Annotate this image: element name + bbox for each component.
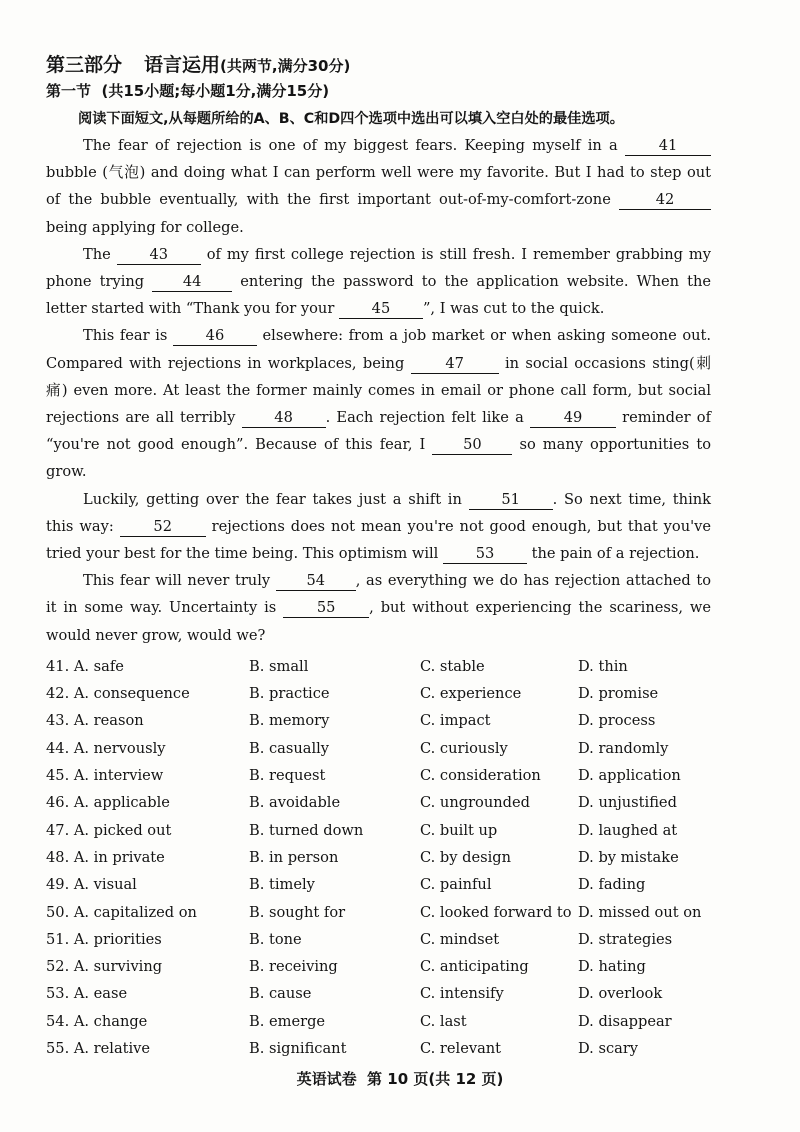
option-a: 48. A. in private: [46, 848, 165, 866]
text: bubble (气泡) and doing what I can perform well were my favorite. But I had to step out of the bubble eventually, with the first important out-of-my-comfort-zone: [46, 164, 711, 209]
option-c: C. stable: [420, 657, 485, 675]
blank-42: 42: [619, 191, 711, 210]
text: , as everything we do has rejection attached to it in some way. Uncertainty is: [46, 572, 711, 617]
option-b: B. casually: [249, 739, 330, 757]
footer-page-number: 第 10 页(共 12 页): [367, 1070, 504, 1088]
text: rejections does not mean you're not good enough, but that you've tried your best for the time being. This optimism will: [46, 517, 711, 563]
option-b: B. cause: [249, 985, 312, 1003]
option-row-46: [46, 789, 711, 816]
option-a: 50. A. capitalized on: [46, 903, 197, 921]
blank-44: 44: [152, 273, 232, 292]
option-a: 42. A. consequence: [46, 685, 190, 703]
paragraph-4: [46, 486, 711, 568]
text: . Each rejection felt like a: [325, 409, 530, 427]
option-b: B. receiving: [249, 958, 338, 976]
option-d: D. laughed at: [578, 821, 678, 839]
blank-45: 45: [339, 300, 423, 319]
option-row-51: [46, 926, 711, 953]
option-c: C. looked forward to: [420, 903, 572, 921]
option-d: D. scary: [578, 1040, 639, 1058]
blank-53: 53: [443, 545, 527, 564]
blank-46: 46: [173, 327, 257, 346]
option-d: D. randomly: [578, 739, 669, 757]
option-a: 52. A. surviving: [46, 958, 163, 976]
option-a: 54. A. change: [46, 1012, 148, 1030]
exam-page: [46, 52, 711, 1062]
option-b: B. in person: [249, 848, 339, 866]
text: entering the password to the application website. When the letter started with “Thank you for your: [46, 273, 711, 318]
page-footer: [0, 1068, 800, 1089]
instructions: 阅读下面短文,从每题所给的A、B、C和D四个选项中选出可以填入空白处的最佳选项。: [78, 111, 624, 127]
paragraph-5: [46, 567, 711, 649]
text: This fear is: [83, 327, 173, 345]
part-heading: [46, 52, 711, 79]
blank-47: 47: [411, 355, 499, 374]
option-a: 44. A. nervously: [46, 739, 166, 757]
option-d: D. strategies: [578, 930, 673, 948]
option-a: 43. A. reason: [46, 712, 144, 730]
options-list: [46, 653, 711, 1062]
option-b: B. small: [249, 657, 309, 675]
option-a: 41. A. safe: [46, 657, 124, 675]
part-name: 语言运用: [144, 54, 221, 76]
option-c: C. curiously: [420, 739, 508, 757]
option-row-50: [46, 899, 711, 926]
option-row-54: [46, 1008, 711, 1035]
option-d: D. process: [578, 712, 656, 730]
option-b: B. request: [249, 767, 326, 785]
option-b: B. emerge: [249, 1012, 326, 1030]
option-d: D. hating: [578, 958, 646, 976]
option-row-44: [46, 735, 711, 762]
option-a: 51. A. priorities: [46, 930, 162, 948]
blank-49: 49: [530, 409, 616, 428]
option-b: B. tone: [249, 930, 302, 948]
option-row-48: [46, 844, 711, 871]
option-b: B. timely: [249, 876, 315, 894]
option-d: D. disappear: [578, 1012, 672, 1030]
option-a: 55. A. relative: [46, 1040, 151, 1058]
option-a: 53. A. ease: [46, 985, 128, 1003]
text: in social occasions sting(刺痛) even more. At least the former mainly comes in email or phone call form, but social rejections are all terribly: [46, 354, 711, 427]
part-note: (共两节,满分30分): [220, 57, 351, 75]
option-c: C. mindset: [420, 930, 500, 948]
footer-subject: 英语试卷: [296, 1070, 357, 1088]
option-row-43: [46, 707, 711, 734]
option-d: D. promise: [578, 685, 659, 703]
text: , but without experiencing the scariness, we would never grow, would we?: [46, 599, 711, 644]
option-row-55: [46, 1035, 711, 1062]
option-row-47: [46, 817, 711, 844]
option-c: C. consideration: [420, 767, 541, 785]
blank-51: 51: [469, 491, 553, 510]
blank-50: 50: [432, 436, 512, 455]
option-a: 47. A. picked out: [46, 821, 172, 839]
option-b: B. sought for: [249, 903, 346, 921]
text: reminder of “you're not good enough”. Because of this fear, I: [46, 409, 711, 454]
blank-41: 41: [625, 137, 711, 156]
blank-48: 48: [242, 409, 326, 428]
text: so many opportunities to grow.: [46, 436, 711, 481]
option-c: C. relevant: [420, 1040, 502, 1058]
text: the pain of a rejection.: [527, 545, 700, 563]
option-d: D. fading: [578, 876, 646, 894]
passage: [46, 132, 711, 649]
option-b: B. significant: [249, 1040, 347, 1058]
paragraph-1: [46, 132, 711, 241]
option-c: C. impact: [420, 712, 491, 730]
option-b: B. turned down: [249, 821, 364, 839]
paragraph-2: [46, 241, 711, 323]
option-a: 49. A. visual: [46, 876, 137, 894]
option-row-53: [46, 980, 711, 1007]
blank-54: 54: [276, 572, 356, 591]
option-d: D. overlook: [578, 985, 663, 1003]
option-row-49: [46, 871, 711, 898]
option-c: C. built up: [420, 821, 498, 839]
section-heading: [46, 79, 711, 103]
blank-55: 55: [283, 599, 369, 618]
blank-43: 43: [117, 246, 201, 265]
text: ”, I was cut to the quick.: [422, 300, 605, 318]
paragraph-3: [46, 322, 711, 485]
option-c: C. anticipating: [420, 958, 529, 976]
section-note: (共15小题;每小题1分,满分15分): [101, 82, 330, 100]
part-title: 第三部分: [46, 54, 123, 76]
text: . So next time, think this way:: [46, 490, 711, 535]
text: The fear of rejection is one of my biggest fears. Keeping myself in a: [83, 137, 625, 154]
option-a: 46. A. applicable: [46, 794, 170, 812]
option-c: C. intensify: [420, 985, 504, 1003]
option-row-45: [46, 762, 711, 789]
option-row-52: [46, 953, 711, 980]
option-a: 45. A. interview: [46, 767, 164, 785]
option-c: C. experience: [420, 685, 522, 703]
option-d: D. by mistake: [578, 848, 679, 866]
option-b: B. avoidable: [249, 794, 341, 812]
section-title: 第一节: [46, 82, 92, 100]
option-d: D. unjustified: [578, 794, 677, 812]
text: This fear will never truly: [83, 572, 276, 590]
option-row-41: [46, 653, 711, 680]
text: Luckily, getting over the fear takes just a shift in: [83, 490, 469, 508]
option-b: B. memory: [249, 712, 330, 730]
option-b: B. practice: [249, 685, 330, 703]
option-c: C. by design: [420, 848, 512, 866]
option-c: C. ungrounded: [420, 794, 530, 812]
text: The: [83, 245, 117, 263]
text: elsewhere: from a job market or when asking someone out. Compared with rejections in workplaces, being: [46, 327, 712, 372]
option-d: D. missed out on: [578, 903, 702, 921]
option-c: C. painful: [420, 876, 492, 894]
blank-52: 52: [120, 518, 206, 537]
option-row-42: [46, 680, 711, 707]
text: of my first college rejection is still fresh. I remember grabbing my phone trying: [46, 245, 711, 291]
text: being applying for college.: [46, 218, 244, 236]
option-d: D. application: [578, 767, 681, 785]
option-d: D. thin: [578, 657, 628, 675]
option-c: C. last: [420, 1012, 467, 1030]
